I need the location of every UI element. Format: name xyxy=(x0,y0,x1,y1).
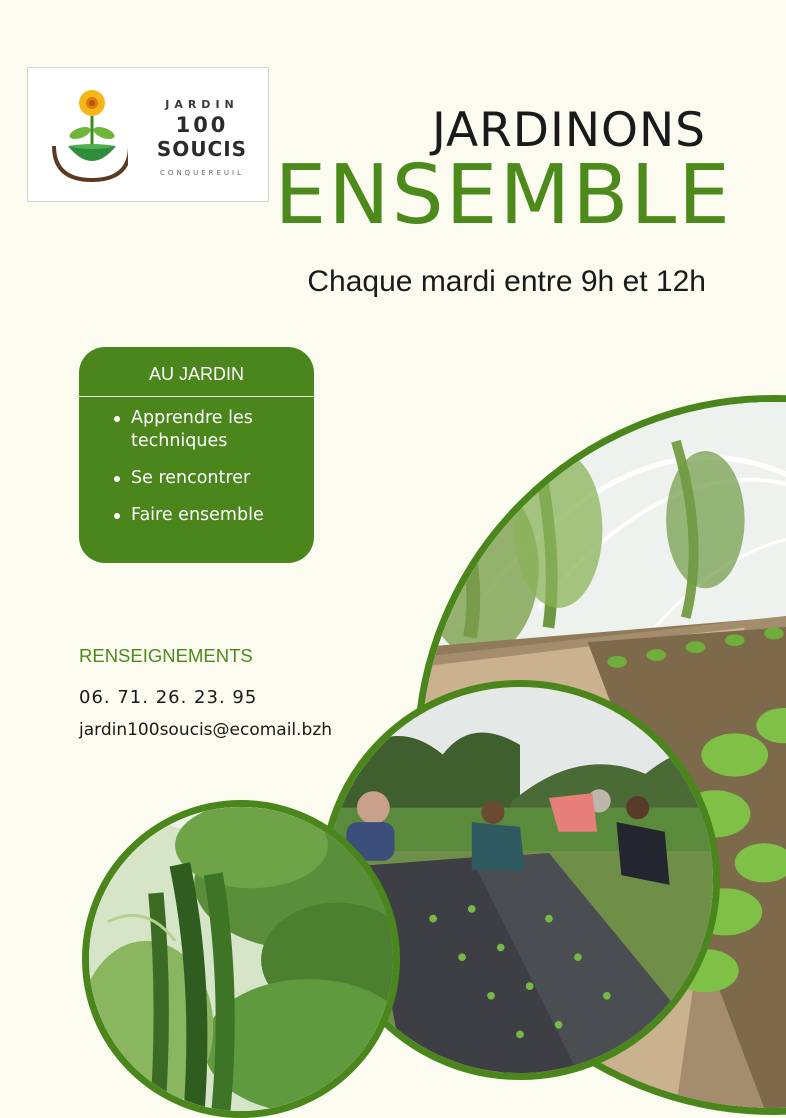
logo-line-3: SOUCIS xyxy=(156,137,248,161)
email-address: jardin100soucis@ecomail.bzh xyxy=(79,720,333,740)
title-line-2: ENSEMBLE xyxy=(274,148,732,243)
contact-heading: RENSEIGNEMENTS xyxy=(79,645,253,666)
logo-line-2: 100 xyxy=(175,113,229,137)
activities-list xyxy=(79,407,314,527)
cucumber-photo xyxy=(82,800,400,1118)
list-item: Apprendre les techniques xyxy=(131,407,314,453)
list-item: Faire ensemble xyxy=(131,504,314,527)
list-item: Se rencontrer xyxy=(131,467,314,490)
title-line-1: JARDINONS xyxy=(431,103,706,158)
logo-line-4: CONQUEREUIL xyxy=(159,169,245,177)
activities-card xyxy=(79,347,314,563)
logo-line-1: JARDIN xyxy=(165,98,239,111)
card-title: AU JARDIN xyxy=(79,347,314,397)
subtitle: Chaque mardi entre 9h et 12h xyxy=(307,265,706,298)
phone-number: 06. 71. 26. 23. 95 xyxy=(79,687,258,708)
